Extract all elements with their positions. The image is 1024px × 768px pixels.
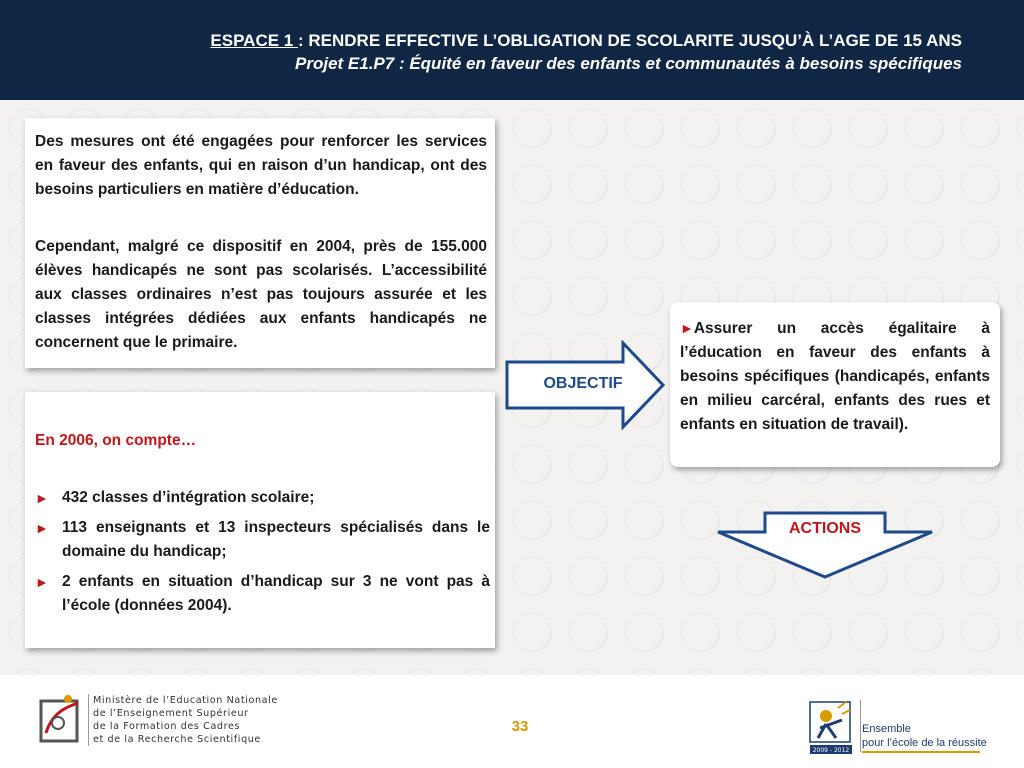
title-text: : RENDRE EFFECTIVE L’OBLIGATION DE SCOLARITE JUSQU’À L’AGE DE 15 ANS — [297, 31, 962, 50]
bullet-arrow-icon: ► — [680, 320, 694, 336]
ministry-line: Ministère de l’Education Nationale — [93, 695, 278, 706]
page-number: 33 — [511, 718, 529, 735]
ensemble-line-1: Ensemble — [862, 723, 911, 735]
bullet-arrow-icon: ► — [35, 574, 49, 590]
ensemble-years: 2009 - 2012 — [812, 747, 850, 754]
actions-label: ACTIONS — [789, 520, 861, 537]
stats-item-text: 432 classes d’intégration scolaire; — [62, 489, 315, 506]
list-item — [35, 486, 490, 510]
context-card — [25, 118, 495, 368]
objective-text: Assurer un accès égalitaire à l’éducation en faveur des enfants à besoins spécifiques (handicapés, enfants en milieu carcéral, enfants des rues et enfants en situation de travail). — [680, 320, 990, 433]
ministry-name — [93, 694, 278, 746]
ensemble-logo-icon — [808, 698, 854, 756]
context-paragraph-1: Des mesures ont été engagées pour renforcer les services en faveur des enfants, qui en raison d’un handicap, ont des besoins particuliers en matière d’éducation. — [35, 133, 487, 198]
footer-divider — [88, 694, 89, 746]
ministry-line: de l’Enseignement Supérieur — [93, 708, 249, 719]
list-item — [35, 516, 490, 564]
ministry-line: et de la Recherche Scientifique — [93, 734, 261, 745]
ensemble-line-2: pour l’école de la réussite — [862, 737, 987, 749]
bullet-arrow-icon: ► — [35, 520, 49, 536]
slide-title — [210, 31, 962, 51]
ministry-line: de la Formation des Cadres — [93, 721, 241, 732]
bullet-arrow-icon: ► — [35, 490, 49, 506]
stats-item-text: 2 enfants en situation d’handicap sur 3 ne vont pas à l’école (données 2004). — [62, 573, 490, 614]
context-paragraph-2: Cependant, malgré ce dispositif en 2004, près de 155.000 élèves handicapés ne sont pas scolarisés. L’accessibilité aux classes ordinaires n’est pas toujours assurée et les classes intégrées dédiées aux enfants handicapés ne concernent que le primaire. — [35, 238, 487, 351]
slide-subtitle: Projet E1.P7 : Équité en faveur des enfants et communautés à besoins spécifiques — [295, 54, 962, 73]
stats-item-text: 113 enseignants et 13 inspecteurs spécialisés dans le domaine du handicap; — [62, 519, 490, 560]
objective-text-block — [680, 316, 990, 437]
objective-label: OBJECTIF — [543, 375, 623, 392]
stats-list — [35, 486, 490, 624]
slogan-underline — [862, 751, 980, 753]
stats-card — [25, 392, 495, 648]
objective-card — [670, 302, 1000, 467]
footer-divider — [860, 700, 861, 752]
espace-label: ESPACE 1 — [210, 31, 298, 50]
stats-heading: En 2006, on compte… — [35, 432, 197, 449]
slide-header — [0, 0, 1024, 100]
list-item — [35, 570, 490, 618]
ministry-logo-icon — [38, 693, 84, 745]
ensemble-slogan — [862, 722, 987, 753]
